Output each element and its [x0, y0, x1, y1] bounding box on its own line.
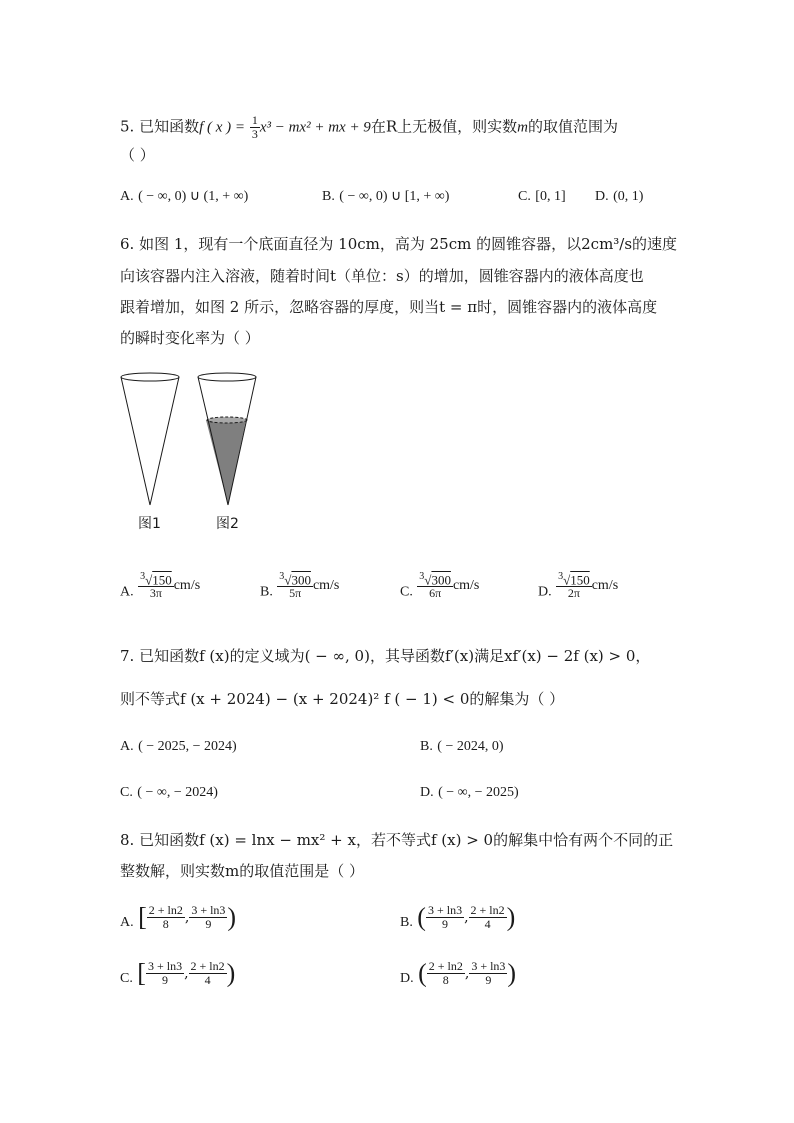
q7-option-c-text: ( − ∞, − 2024): [137, 785, 218, 800]
q8-option-c-frac1: [146, 960, 184, 987]
q7-option-a-text: ( − 2025, − 2024): [138, 739, 237, 754]
q8-option-b-frac1: [426, 904, 464, 931]
q8-line-1: 8. 已知函数f (x) = lnx − mx² + x，若不等式f (x) > 0的解集中恰有两个不同的正: [120, 831, 674, 849]
q8-option-c-d1: 9: [162, 973, 169, 987]
q5-option-a[interactable]: [120, 188, 248, 205]
q6-line-3: 跟着增加，如图 2 所示，忽略容器的厚度，则当t = π时，圆锥容器内的液体高度: [120, 298, 658, 316]
q6-option-b-num: 300: [291, 572, 311, 588]
q7-line-2: 则不等式f (x + 2024) − (x + 2024)² f ( − 1) < 0的解集为（ ）: [120, 690, 565, 708]
q7-option-a-label: A.: [120, 739, 134, 754]
q5-option-d-text: (0, 1): [613, 189, 644, 204]
q8-option-d-open: (: [418, 958, 427, 988]
q6-option-a[interactable]: [120, 570, 200, 600]
q6-option-c-fraction: $\frac{^3√300}{6\pi}$: [419, 571, 451, 601]
root-index: 3: [419, 571, 425, 582]
q8-option-a-n1: 2 + ln2: [148, 903, 183, 917]
q8-option-d[interactable]: D. ( $\frac{2 + \ln 2}{8}$ , $\frac{3 + \ln 3}{9}$ ): [400, 958, 517, 988]
q8-option-d-d1: 8: [442, 973, 449, 987]
q8-option-a-frac2: [189, 904, 227, 931]
q5-option-d-label: D.: [595, 189, 609, 204]
q7-option-b[interactable]: [420, 738, 504, 755]
q5-option-a-text: ( − ∞, 0) ∪ (1, + ∞): [138, 189, 249, 204]
q7-option-d[interactable]: [420, 784, 519, 801]
q8-option-a-label: A.: [120, 915, 134, 930]
q8-option-a[interactable]: A. [ $\frac{2 + \ln 2}{8}$ , $\frac{3 + \ln 3}{9}$ ): [120, 902, 237, 932]
q5-frac-den: 3: [251, 127, 258, 141]
q6-option-a-num: 150: [152, 572, 172, 588]
q5-option-c[interactable]: [518, 188, 566, 205]
q8-option-a-close: ): [227, 902, 237, 932]
q5-option-c-text: [0, 1]: [535, 189, 566, 204]
fig2-caption: 图2: [216, 516, 239, 532]
root-index: 3: [140, 571, 146, 582]
q6-option-c-num: 300: [431, 572, 451, 588]
q7-option-d-text: ( − ∞, − 2025): [438, 785, 519, 800]
q8-option-b-d1: 9: [442, 917, 449, 931]
q5-option-d[interactable]: [595, 188, 643, 205]
q5-stem: [120, 114, 618, 141]
cone-figure-1: [121, 373, 179, 505]
liquid-fill: [206, 420, 246, 505]
q8-option-b-n2: 2 + ln2: [470, 903, 505, 917]
q6-option-c-unit: cm/s: [452, 578, 480, 594]
q7-line-1: 7. 已知函数f (x)的定义域为( − ∞, 0)，其导函数f′(x)满足xf′(x) − 2f (x) > 0，: [120, 647, 651, 665]
q8-option-b-open: (: [417, 902, 426, 932]
q8-option-a-open: [: [138, 902, 147, 932]
q8-option-c-open: [: [137, 958, 146, 988]
q6-option-a-den: 3π: [149, 586, 162, 601]
q6-option-d-fraction: $\frac{^3√150}{2\pi}$: [558, 571, 590, 601]
q5-suffix2: 的取值范围为: [527, 117, 618, 136]
q5-option-a-label: A.: [120, 189, 134, 204]
fig1-caption: 图1: [138, 516, 161, 532]
q6-option-b-fraction: $\frac{^3√300}{5\pi}$: [279, 571, 311, 601]
q6-option-d-unit: cm/s: [591, 578, 619, 594]
q6-option-a-fraction: $\frac{^3√150}{3\pi}$: [140, 571, 172, 601]
q6-option-d-den: 2π: [567, 586, 580, 601]
q6-option-b-unit: cm/s: [312, 578, 340, 594]
q7-option-b-label: B.: [420, 739, 433, 754]
q8-option-d-frac2: [469, 960, 507, 987]
root-index: 3: [279, 571, 285, 582]
q8-option-b-n1: 3 + ln3: [427, 903, 463, 917]
q6-option-c[interactable]: [400, 570, 479, 600]
q6-option-d-label: D.: [538, 584, 552, 600]
q8-option-d-d2: 9: [485, 973, 492, 987]
q5-var: m: [517, 119, 528, 136]
q5-formula-rest: x³ − mx² + mx + 9: [259, 119, 371, 136]
cone-figure-2: [198, 373, 256, 505]
q7-option-b-text: ( − 2024, 0): [437, 739, 504, 754]
q6-line-4: 的瞬时变化率为（ ）: [120, 329, 260, 347]
q6-line-1: 6. 如图 1，现有一个底面直径为 10cm，高为 25cm 的圆锥容器，以2cm³/s的速度: [120, 235, 678, 253]
q6-option-c-label: C.: [400, 584, 413, 600]
q8-option-a-d1: 8: [162, 917, 169, 931]
q8-option-c-n2: 2 + ln2: [190, 959, 225, 973]
q8-option-c-n1: 3 + ln3: [147, 959, 183, 973]
q5-prefix: 5. 已知函数: [120, 117, 200, 136]
q8-option-c-d2: 4: [204, 973, 211, 987]
q8-option-d-n2: 3 + ln3: [471, 959, 506, 973]
q5-formula-lhs: f ( x ) =: [199, 119, 246, 136]
q8-option-a-n2: 3 + ln3: [191, 903, 226, 917]
q5-suffix: 在R上无极值，则实数: [370, 117, 518, 136]
root-index: 3: [558, 571, 564, 582]
q5-option-c-label: C.: [518, 189, 531, 204]
q6-option-a-unit: cm/s: [173, 578, 201, 594]
q8-option-b[interactable]: B. ( $\frac{3 + \ln 3}{9}$ , $\frac{2 + \ln 2}{4}$ ): [400, 902, 516, 932]
q5-option-b-text: ( − ∞, 0) ∪ [1, + ∞): [339, 189, 450, 204]
q6-cone-figures: [110, 368, 270, 513]
q5-fraction: [250, 114, 260, 141]
q5-option-b[interactable]: [322, 188, 449, 205]
q8-option-c[interactable]: C. [ $\frac{3 + \ln 3}{9}$ , $\frac{2 + \ln 2}{4}$ ): [120, 958, 236, 988]
q7-option-a[interactable]: [120, 738, 237, 755]
q8-option-a-d2: 9: [205, 917, 212, 931]
q6-option-b-label: B.: [260, 584, 273, 600]
q8-option-c-close: ): [226, 958, 236, 988]
liquid-surface: [207, 417, 247, 423]
q6-option-b[interactable]: [260, 570, 339, 600]
q7-option-c-label: C.: [120, 785, 133, 800]
q8-option-b-label: B.: [400, 915, 413, 930]
q5-option-b-label: B.: [322, 189, 335, 204]
q8-option-a-frac1: [147, 904, 185, 931]
q5-answer-paren: （ ）: [120, 146, 155, 164]
q6-option-b-den: 5π: [289, 586, 302, 601]
q7-option-d-label: D.: [420, 785, 434, 800]
q8-line-2: 整数解，则实数m的取值范围是（ ）: [120, 862, 364, 880]
q6-option-d[interactable]: [538, 570, 618, 600]
q8-option-d-close: ): [507, 958, 517, 988]
q6-option-a-label: A.: [120, 584, 134, 600]
q8-option-c-frac2: [189, 960, 227, 987]
q7-option-c[interactable]: [120, 784, 218, 801]
q8-option-b-frac2: [469, 904, 507, 931]
q8-option-b-d2: 4: [484, 917, 491, 931]
q8-option-b-close: ): [506, 902, 516, 932]
q8-option-c-label: C.: [120, 971, 133, 986]
q5-frac-num: 1: [251, 113, 258, 127]
q8-option-d-label: D.: [400, 971, 414, 986]
q6-line-2: 向该容器内注入溶液，随着时间t（单位：s）的增加，圆锥容器内的液体高度也: [120, 267, 644, 285]
q8-option-d-n1: 2 + ln2: [428, 959, 463, 973]
q6-option-d-num: 150: [570, 572, 590, 588]
q6-option-c-den: 6π: [429, 586, 442, 601]
q8-option-d-frac1: [427, 960, 465, 987]
